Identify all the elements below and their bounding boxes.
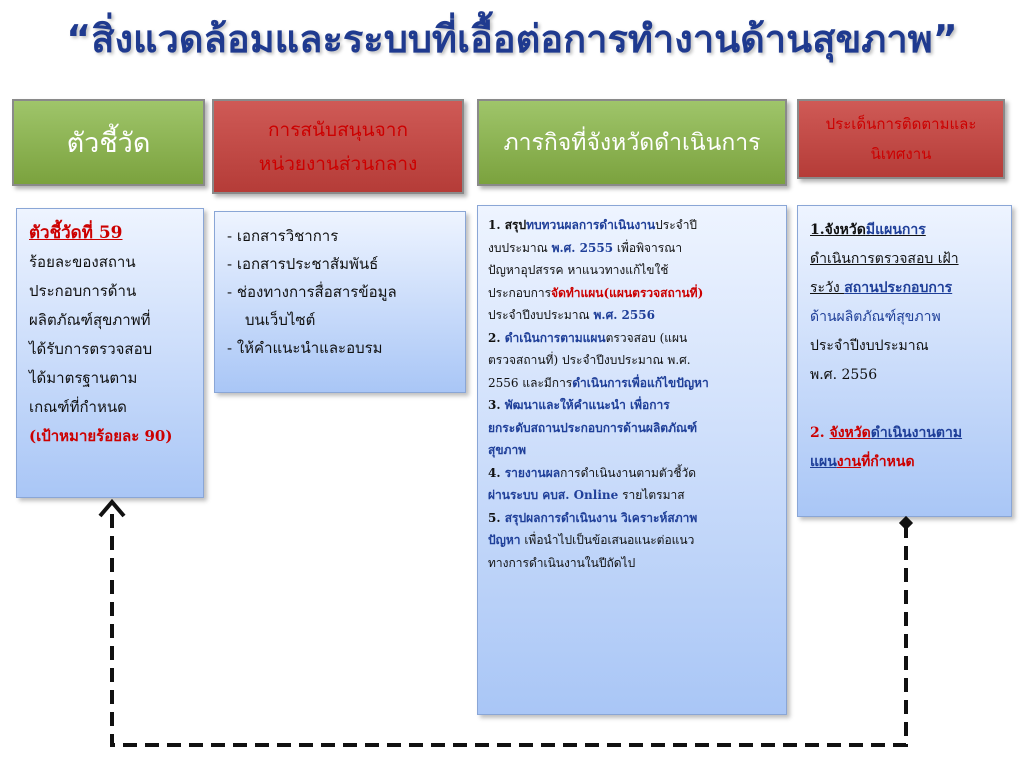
arrow-up-icon: [100, 502, 124, 516]
mission-text: สรุปผลการดำเนินงาน วิเคราะห์สภาพ: [504, 510, 698, 525]
monitoring-text: พ.ศ. 2556: [810, 367, 878, 383]
monitoring-text: งาน: [836, 454, 862, 470]
indicator-line: ได้รับการตรวจสอบ: [29, 340, 153, 358]
mission-text: 1. สรุป: [488, 218, 527, 232]
header-mission-label: ภารกิจที่จังหวัดดำเนินการ: [503, 129, 761, 156]
mission-text: รายไตรมาส: [618, 488, 685, 502]
monitoring-text: แผน: [810, 454, 837, 470]
mission-text: ประกอบการ: [488, 285, 552, 300]
monitoring-text: ที่กำหนด: [861, 454, 915, 470]
mission-text: ตรวจสถานที่) ประจำปีงบประมาณ พ.ศ.: [488, 353, 691, 367]
mission-text: 2.: [488, 330, 505, 345]
connector-dashed-line: [112, 514, 906, 745]
monitoring-text: สถานประกอบการ: [844, 280, 953, 296]
header-monitoring-line-1: ประเด็นการติดตามและ: [825, 115, 977, 133]
mission-text: ปัญหา: [488, 533, 521, 547]
mission-text: (แผนตรวจสถานที่): [603, 285, 704, 300]
mission-text: ตรวจสอบ (แผน: [605, 330, 688, 345]
mission-text: จัดทำแผน: [551, 285, 604, 300]
mission-text: พัฒนาและให้คำแนะนำ เพื่อการ: [504, 398, 670, 412]
monitoring-text: ดำเนินการตรวจสอบ เฝ้า: [810, 251, 959, 267]
monitoring-text: ดำเนินงานตาม: [870, 425, 963, 441]
mission-text: ปัญหาอุปสรรค หาแนวทางแก้ไขใช้: [488, 263, 669, 277]
mission-text: การดำเนินงานตามตัวชี้วัด: [560, 465, 697, 480]
monitoring-text: มีแผนการ: [865, 222, 926, 238]
mission-text: เพื่อพิจารณา: [613, 240, 683, 255]
monitoring-text: จังหวัด: [824, 222, 866, 238]
mission-text: ประจำปีงบประมาณ: [488, 308, 594, 322]
mission-text: ทบทวนผลการดำเนินงาน: [526, 218, 656, 232]
header-support-line-2: หน่วยงานส่วนกลาง: [258, 152, 418, 175]
mission-text: 4.: [488, 465, 505, 480]
monitoring-text: ระวัง: [810, 280, 845, 296]
indicator-line: ผลิตภัณฑ์สุขภาพที่: [29, 311, 151, 329]
mission-text: ทางการดำเนินงานในปีถัดไป: [488, 555, 636, 570]
indicator-line: ร้อยละของสถาน: [29, 253, 136, 271]
indicator-line: ได้มาตรฐานตาม: [29, 369, 138, 387]
indicator-heading: ตัวชี้วัดที่ 59: [29, 223, 123, 243]
header-support-line-1: การสนับสนุนจาก: [268, 118, 408, 141]
mission-text: ดำเนินการเพื่อแก้ไขปัญหา: [572, 375, 709, 390]
monitoring-text: 2.: [810, 425, 830, 441]
monitoring-text: ประจำปีงบประมาณ: [810, 338, 929, 354]
support-item: - ให้คำแนะนำและอบรม: [227, 339, 383, 357]
support-item: - เอกสารประชาสัมพันธ์: [227, 255, 379, 273]
mission-text: 2556 และมีการ: [488, 375, 573, 390]
indicator-target: (เป้าหมายร้อยละ 90): [29, 427, 173, 445]
support-item: บนเว็บไซต์: [245, 311, 316, 329]
support-item: - ช่องทางการสื่อสารข้อมูล: [227, 283, 397, 301]
mission-text: 3.: [488, 398, 505, 412]
indicator-line: เกณฑ์ที่กำหนด: [29, 398, 127, 416]
header-monitoring-line-2: นิเทศงาน: [870, 145, 932, 163]
monitoring-text: ด้านผลิตภัณฑ์สุขภาพ: [810, 309, 941, 325]
monitoring-text: 1.: [810, 222, 825, 238]
mission-text: พ.ศ. 2555: [551, 240, 614, 255]
mission-text: 5.: [488, 510, 505, 525]
indicator-line: ประกอบการด้าน: [29, 282, 137, 300]
mission-text: สุขภาพ: [488, 443, 527, 457]
mission-text: พ.ศ. 2556: [593, 308, 655, 322]
connector-diamond-icon: [899, 516, 913, 530]
mission-text: ดำเนินการตามแผน: [504, 330, 606, 345]
mission-text: รายงานผล: [504, 465, 561, 480]
page-title: “สิ่งแวดล้อมและระบบที่เอื้อต่อการทำงานด้านสุขภาพ”: [66, 17, 958, 61]
mission-text: ประจำปี: [655, 218, 698, 232]
mission-text: ยกระดับสถานประกอบการด้านผลิตภัณฑ์: [488, 420, 698, 435]
mission-text: งบประมาณ: [488, 240, 552, 255]
support-item: - เอกสารวิชาการ: [227, 227, 339, 245]
header-indicator-label: ตัวชี้วัด: [66, 128, 151, 159]
monitoring-text: จังหวัด: [829, 425, 871, 441]
mission-text: เพื่อนำไปเป็นข้อเสนอแนะต่อแนว: [520, 533, 695, 547]
mission-text: ผ่านระบบ คบส. Online: [488, 488, 619, 502]
